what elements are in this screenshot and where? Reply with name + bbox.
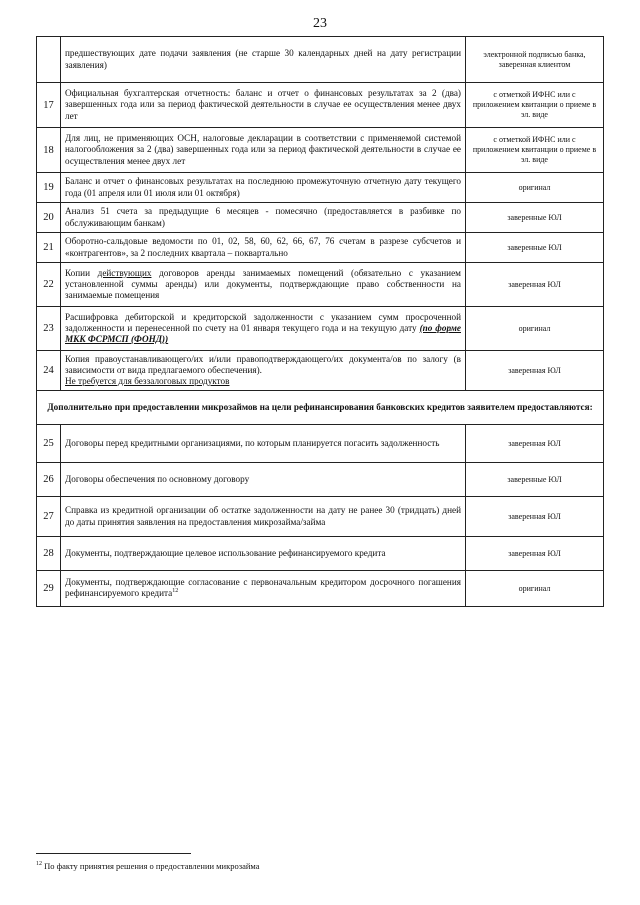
document-description [61, 351, 466, 391]
row-number: 27 [37, 497, 61, 537]
footnote-mark: 12 [36, 861, 42, 868]
table-row [37, 571, 604, 607]
table-row [37, 463, 604, 497]
section-heading: Дополнительно при предоставлении микрозаймов на цели рефинансирования банковских кредитов заявителем предоставляются: [37, 391, 604, 425]
submission-form: оригинал [466, 571, 604, 607]
document-description: Договоры обеспечения по основному договору [61, 463, 466, 497]
submission-form: электронной подписью банка, заверенная клиентом [466, 37, 604, 83]
row-number: 17 [37, 83, 61, 128]
row-number: 20 [37, 203, 61, 233]
submission-form: заверенные ЮЛ [466, 203, 604, 233]
documents-table [36, 36, 604, 607]
table-row [37, 203, 604, 233]
table-row [37, 128, 604, 173]
table-row [37, 173, 604, 203]
row-number: 24 [37, 351, 61, 391]
submission-form: оригинал [466, 307, 604, 351]
table-row [37, 425, 604, 463]
document-description: Для лиц, не применяющих ОСН, налоговые декларации в соответствии с применяемой системой налогообложения за 2 (два) завершенных года или за период фактической деятельности в случае ее осуществления менее двух лет [61, 128, 466, 173]
submission-form: оригинал [466, 173, 604, 203]
document-description: предшествующих дате подачи заявления (не старше 30 календарных дней на дату регистрации заявления) [61, 37, 466, 83]
row-number: 25 [37, 425, 61, 463]
document-description: Договоры перед кредитными организациями, по которым планируется погасить задолженность [61, 425, 466, 463]
document-description: Документы, подтверждающие целевое использование рефинансируемого кредита [61, 537, 466, 571]
row-number: 22 [37, 263, 61, 307]
description-text: Документы, подтверждающие согласование с первоначальным кредитором досрочного погашения рефинансируемого кредита [65, 577, 461, 599]
document-description: Баланс и отчет о финансовых результатах на последнюю промежуточную отчетную дату текущего года (01 апреля или 01 июля или 01 октября) [61, 173, 466, 203]
submission-form: с отметкой ИФНС или с приложением квитанции о приеме в эл. виде [466, 128, 604, 173]
row-number: 28 [37, 537, 61, 571]
description-line: Копия правоустанавливающего/их и/или правоподтверждающего/их документа/ов по залогу (в зависимости от вида предлагаемого обеспечения). [65, 353, 461, 375]
underlined-text: действующих [97, 267, 152, 278]
row-number: 23 [37, 307, 61, 351]
document-description: Анализ 51 счета за предыдущие 6 месяцев - помесячно (предоставляется в разбивке по обслуживающим банкам) [61, 203, 466, 233]
row-number [37, 37, 61, 83]
row-number: 19 [37, 173, 61, 203]
description-line: Не требуется для беззалоговых продуктов [65, 376, 230, 387]
table-row [37, 233, 604, 263]
row-number: 18 [37, 128, 61, 173]
row-number: 21 [37, 233, 61, 263]
form-reference: (по форме МКК ФСРМСП (ФОНД)) [65, 322, 461, 345]
row-number: 29 [37, 571, 61, 607]
submission-form: заверенная ЮЛ [466, 497, 604, 537]
row-number: 26 [37, 463, 61, 497]
document-description: Официальная бухгалтерская отчетность: баланс и отчет о финансовых результатах за 2 (два) завершенных года или за период фактической деятельности в случае ее осуществления менее двух лет [61, 83, 466, 128]
submission-form: заверенные ЮЛ [466, 463, 604, 497]
document-description: Справка из кредитной организации об остатке задолженности на дату не ранее 30 (тридцать) дней до даты принятия заявления на предоставления микрозайма/займа [61, 497, 466, 537]
table-row [37, 351, 604, 391]
description-text: Расшифровка дебиторской и кредиторской задолженности с указанием сумм просроченной задолженности и перенесенной по счету на 01 января текущего года и на текущую дату [65, 311, 461, 333]
table-row [37, 497, 604, 537]
footnote-rule [36, 853, 191, 854]
document-description [61, 307, 466, 351]
section-row [37, 391, 604, 425]
description-text: Копии [65, 267, 98, 278]
submission-form: заверенная ЮЛ [466, 351, 604, 391]
page-number: 23 [313, 16, 327, 31]
table-row [37, 37, 604, 83]
footnote-reference: 12 [172, 588, 179, 595]
table-row [37, 263, 604, 307]
footnote-text: По факту принятия решения о предоставлении микрозайма [42, 861, 260, 871]
document-description: Оборотно-сальдовые ведомости по 01, 02, 58, 60, 62, 66, 67, 76 счетам в разрезе субсчетов и «контрагентов», за 2 последних квартала – поквартально [61, 233, 466, 263]
submission-form: заверенная ЮЛ [466, 425, 604, 463]
submission-form: заверенная ЮЛ [466, 263, 604, 307]
submission-form: заверенная ЮЛ [466, 537, 604, 571]
table-row [37, 537, 604, 571]
footnote [36, 861, 260, 871]
document-description [61, 263, 466, 307]
submission-form: с отметкой ИФНС или с приложением квитанции о приеме в эл. виде [466, 83, 604, 128]
submission-form: заверенные ЮЛ [466, 233, 604, 263]
table-row [37, 307, 604, 351]
description-text: договоров аренды занимаемых помещений (обязательно с указанием установленной суммы аренды) или документы, подтверждающие право собственности на занимаемые помещения [65, 267, 461, 301]
table-row [37, 83, 604, 128]
document-description [61, 571, 466, 607]
